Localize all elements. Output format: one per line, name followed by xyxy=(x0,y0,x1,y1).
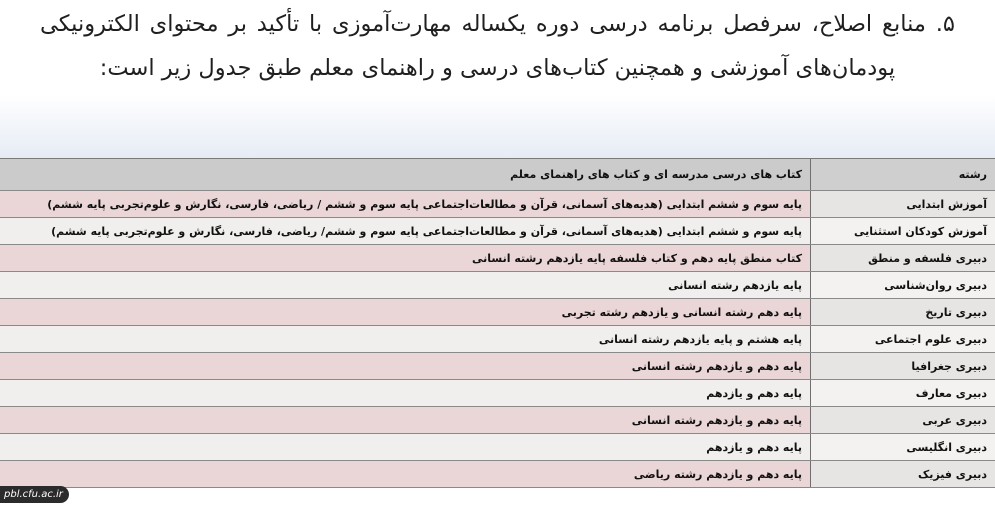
row-field: دبیری علوم اجتماعی xyxy=(810,326,995,352)
row-field: دبیری جغرافیا xyxy=(810,353,995,379)
table-header-row xyxy=(0,159,995,191)
row-field: دبیری معارف xyxy=(810,380,995,406)
background-decoration xyxy=(0,95,995,165)
site-watermark: pbl.cfu.ac.ir xyxy=(0,486,69,503)
table-row xyxy=(0,434,995,461)
row-books: پایه هشتم و پایه یازدهم رشته انسانی xyxy=(598,332,802,346)
curriculum-table xyxy=(0,158,995,512)
header-field: رشته xyxy=(810,159,995,190)
table-row xyxy=(0,461,995,488)
row-books: پایه دهم و یازدهم رشته انسانی xyxy=(631,413,802,427)
row-books: کتاب منطق پایه دهم و کتاب فلسفه پایه یازدهم رشته انسانی xyxy=(472,251,802,265)
table-row xyxy=(0,380,995,407)
row-books: پایه دهم رشته انسانی و یازدهم رشته تجربی xyxy=(561,305,802,319)
row-books: پایه دهم و یازدهم رشته ریاضی xyxy=(633,467,802,481)
row-field: آموزش کودکان استثنایی xyxy=(810,218,995,244)
row-books: پایه دهم و یازدهم xyxy=(706,440,802,454)
row-field: دبیری عربی xyxy=(810,407,995,433)
row-books: پایه دهم و یازدهم xyxy=(706,386,802,400)
table-row xyxy=(0,191,995,218)
section-heading: ۵. منابع اصلاح، سرفصل برنامه درسی دوره یکساله مهارت‌آموزی با تأکید بر محتوای الکترونیکی پودمان‌های آموزشی و همچنین کتاب‌های درسی و راهنمای معلم طبق جدول زیر است: xyxy=(40,11,955,81)
row-field: آموزش ابتدایی xyxy=(810,191,995,217)
row-books: پایه یازدهم رشته انسانی xyxy=(668,278,802,292)
header-books: کتاب های درسی مدرسه ای و کتاب های راهنمای معلم xyxy=(0,159,810,190)
table-row xyxy=(0,407,995,434)
table-row xyxy=(0,218,995,245)
row-books: پایه سوم و ششم ابتدایی (هدیه‌های آسمانی، قرآن و مطالعات‌اجتماعی پایه سوم و ششم/ ریاضی، فارسی، نگارش و علوم‌تجربی پایه ششم) xyxy=(51,224,802,238)
table-row xyxy=(0,272,995,299)
row-books: پایه دهم و یازدهم رشته انسانی xyxy=(631,359,802,373)
table-row xyxy=(0,326,995,353)
table-row xyxy=(0,299,995,326)
row-field: دبیری فیزیک xyxy=(810,461,995,487)
table-row xyxy=(0,353,995,380)
row-field: دبیری تاریخ xyxy=(810,299,995,325)
row-field: دبیری انگلیسی xyxy=(810,434,995,460)
row-field: دبیری روان‌شناسی xyxy=(810,272,995,298)
table-row xyxy=(0,245,995,272)
row-field: دبیری فلسفه و منطق xyxy=(810,245,995,271)
row-books: پایه سوم و ششم ابتدایی (هدیه‌های آسمانی، قرآن و مطالعات‌اجتماعی پایه سوم و ششم / ریاضی، فارسی، نگارش و علوم‌تجربی پایه ششم) xyxy=(47,197,802,211)
